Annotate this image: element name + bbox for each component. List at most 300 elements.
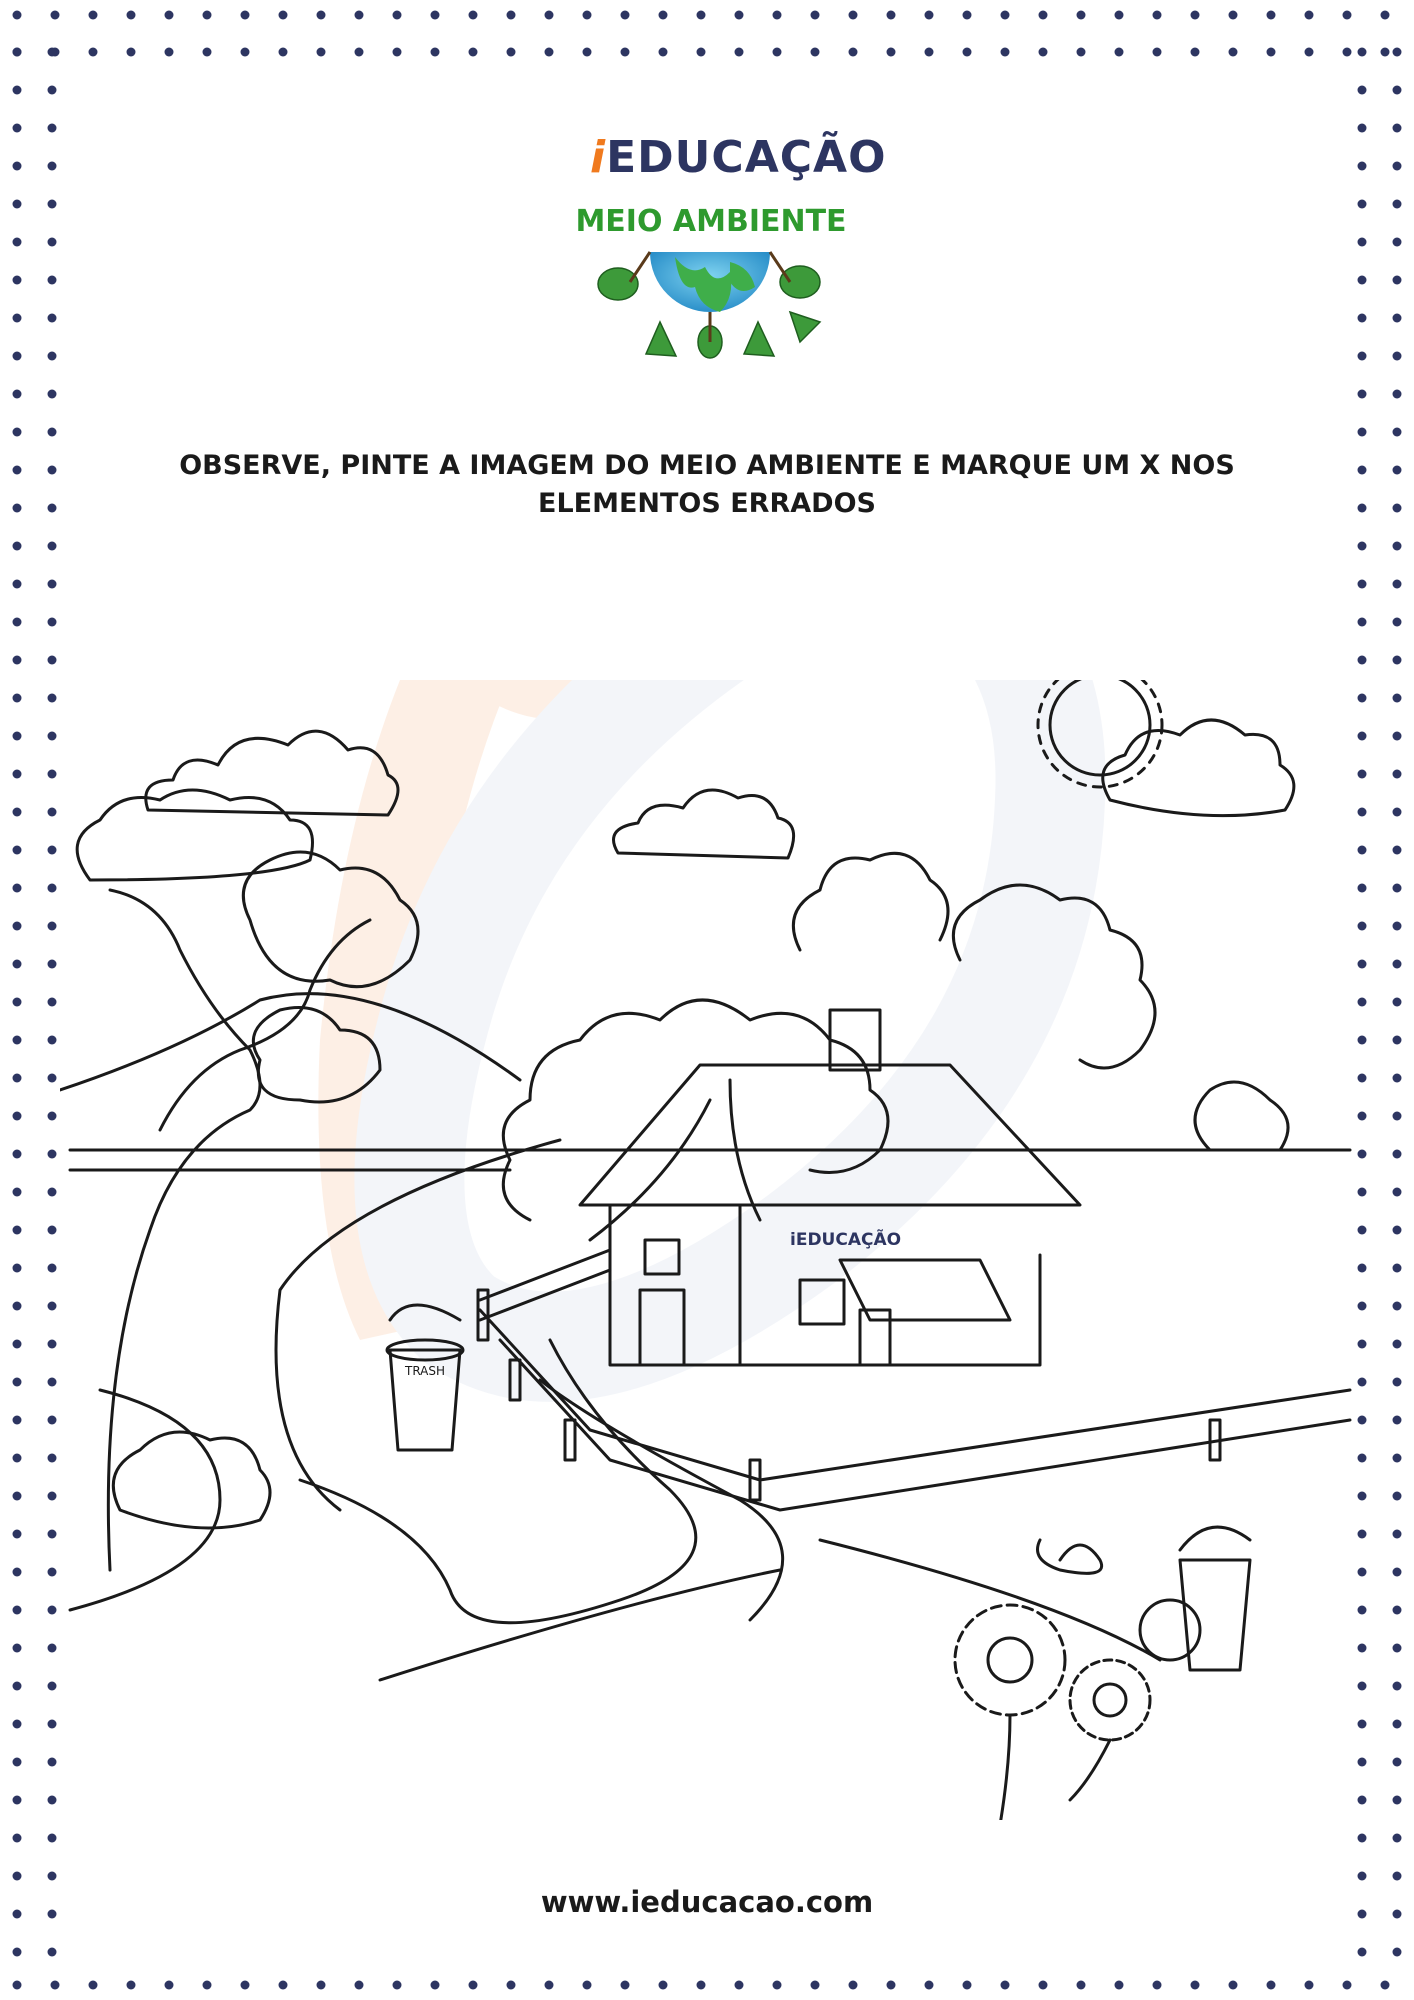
border-dot — [1393, 1416, 1402, 1425]
border-dot — [1393, 276, 1402, 285]
border-dot — [887, 11, 896, 20]
border-dot — [48, 276, 57, 285]
border-dot — [393, 11, 402, 20]
border-dot — [13, 1150, 22, 1159]
border-dot — [1305, 1981, 1314, 1990]
border-dot — [1393, 1796, 1402, 1805]
border-dot — [13, 314, 22, 323]
border-dot — [13, 1606, 22, 1615]
border-dot — [1393, 846, 1402, 855]
border-dot — [241, 48, 250, 57]
border-dot — [13, 1074, 22, 1083]
border-dot — [1358, 276, 1367, 285]
border-dot — [13, 352, 22, 361]
border-dot — [659, 48, 668, 57]
border-dot — [1358, 1872, 1367, 1881]
border-dot — [1358, 390, 1367, 399]
border-dot — [773, 1981, 782, 1990]
border-dot — [13, 276, 22, 285]
border-dot — [48, 1378, 57, 1387]
border-dot — [1358, 124, 1367, 133]
border-dot — [849, 11, 858, 20]
border-dot — [1393, 922, 1402, 931]
border-dot — [1305, 11, 1314, 20]
border-dot — [1115, 11, 1124, 20]
border-dot — [659, 1981, 668, 1990]
border-dot — [317, 1981, 326, 1990]
border-dot — [1393, 1302, 1402, 1311]
border-dot — [13, 11, 22, 20]
border-dot — [1191, 11, 1200, 20]
border-dot — [583, 48, 592, 57]
border-dot — [48, 1226, 57, 1235]
border-dot — [1358, 1948, 1367, 1957]
border-dot — [13, 1720, 22, 1729]
border-dot — [13, 694, 22, 703]
border-dot — [1229, 1981, 1238, 1990]
border-dot — [13, 504, 22, 513]
trash-can-right — [1140, 1527, 1250, 1670]
border-dot — [849, 48, 858, 57]
border-dot — [1393, 1644, 1402, 1653]
border-dot — [1393, 808, 1402, 817]
border-dot — [735, 11, 744, 20]
border-dot — [48, 124, 57, 133]
border-dot — [13, 390, 22, 399]
border-dot — [1393, 1074, 1402, 1083]
border-dot — [48, 1606, 57, 1615]
border-dot — [1393, 504, 1402, 513]
border-dot — [1393, 1606, 1402, 1615]
border-dot — [1358, 48, 1367, 57]
border-dot — [1393, 998, 1402, 1007]
border-dot — [1381, 11, 1390, 20]
border-dot — [279, 48, 288, 57]
border-dot — [963, 1981, 972, 1990]
logo-brand-text: EDUCAÇÃO — [606, 132, 887, 183]
border-dot — [48, 542, 57, 551]
border-dot — [1358, 162, 1367, 171]
border-dot — [13, 428, 22, 437]
border-dot — [925, 1981, 934, 1990]
border-dot — [1393, 1872, 1402, 1881]
border-dot — [849, 1981, 858, 1990]
border-dot — [13, 1981, 22, 1990]
border-dot — [13, 1302, 22, 1311]
border-dot — [1393, 770, 1402, 779]
border-dot — [13, 846, 22, 855]
border-dot — [203, 1981, 212, 1990]
border-dot — [279, 1981, 288, 1990]
border-dot — [1039, 11, 1048, 20]
border-dot — [507, 11, 516, 20]
border-dot — [13, 542, 22, 551]
border-dot — [1393, 656, 1402, 665]
border-dot — [925, 48, 934, 57]
border-dot — [1393, 48, 1402, 57]
border-dot — [1343, 11, 1352, 20]
border-dot — [127, 1981, 136, 1990]
border-dot — [13, 1188, 22, 1197]
border-dot — [48, 48, 57, 57]
border-dot — [48, 1948, 57, 1957]
border-dot — [469, 11, 478, 20]
border-dot — [963, 48, 972, 57]
border-dot — [13, 770, 22, 779]
border-dot — [48, 1492, 57, 1501]
border-dot — [659, 11, 668, 20]
border-dot — [1358, 656, 1367, 665]
logo-i-letter: i — [590, 132, 607, 183]
border-dot — [1393, 1378, 1402, 1387]
border-dot — [621, 1981, 630, 1990]
border-dot — [1393, 314, 1402, 323]
border-dot — [13, 466, 22, 475]
border-dot — [1039, 48, 1048, 57]
border-dot — [13, 1112, 22, 1121]
border-dot — [355, 48, 364, 57]
border-dot — [1393, 1150, 1402, 1159]
border-dot — [13, 1340, 22, 1349]
border-dot — [1393, 1264, 1402, 1273]
border-dot — [469, 48, 478, 57]
border-dot — [773, 11, 782, 20]
border-dot — [1115, 1981, 1124, 1990]
border-dot — [48, 1644, 57, 1653]
border-dot — [1393, 1568, 1402, 1577]
border-dot — [1153, 11, 1162, 20]
border-dot — [13, 1492, 22, 1501]
border-dot — [1153, 48, 1162, 57]
border-dot — [13, 998, 22, 1007]
border-dot — [13, 86, 22, 95]
ieducacao-logo — [560, 132, 887, 372]
border-dot — [1358, 618, 1367, 627]
border-dot — [1393, 1682, 1402, 1691]
border-dot — [393, 48, 402, 57]
border-dot — [13, 200, 22, 209]
border-dot — [1229, 48, 1238, 57]
border-dot — [1393, 1758, 1402, 1767]
border-dot — [48, 694, 57, 703]
cloud-right — [1103, 720, 1294, 816]
instruction-text — [150, 447, 1264, 523]
border-dot — [1381, 1981, 1390, 1990]
cloud-middle — [614, 790, 794, 858]
border-dot — [1358, 86, 1367, 95]
border-dot — [13, 580, 22, 589]
border-dot — [1393, 1188, 1402, 1197]
border-dot — [13, 1758, 22, 1767]
border-dot — [203, 48, 212, 57]
border-dot — [507, 48, 516, 57]
border-dot — [1393, 1834, 1402, 1843]
border-dot — [1393, 694, 1402, 703]
border-dot — [13, 1416, 22, 1425]
globe-with-leaves-icon — [590, 242, 830, 372]
border-dot — [1229, 11, 1238, 20]
border-dot — [127, 48, 136, 57]
border-dot — [1393, 1340, 1402, 1349]
border-dot — [545, 1981, 554, 1990]
border-dot — [317, 48, 326, 57]
border-dot — [48, 314, 57, 323]
border-dot — [1001, 1981, 1010, 1990]
border-dot — [1343, 1981, 1352, 1990]
border-dot — [925, 11, 934, 20]
border-dot — [13, 1796, 22, 1805]
border-dot — [1267, 11, 1276, 20]
border-dot — [1393, 884, 1402, 893]
border-dot — [1393, 124, 1402, 133]
border-dot — [1393, 1226, 1402, 1235]
border-dot — [48, 1454, 57, 1463]
border-dot — [1393, 618, 1402, 627]
border-dot — [48, 390, 57, 399]
border-dot — [48, 1682, 57, 1691]
border-dot — [127, 11, 136, 20]
border-dot — [1393, 732, 1402, 741]
border-dot — [13, 884, 22, 893]
border-dot — [1393, 1112, 1402, 1121]
border-dot — [1358, 200, 1367, 209]
border-dot — [1343, 48, 1352, 57]
border-dot — [48, 466, 57, 475]
coloring-scene — [60, 680, 1360, 1820]
border-dot — [1393, 200, 1402, 209]
border-dot — [89, 11, 98, 20]
border-dot — [1077, 48, 1086, 57]
border-dot — [48, 504, 57, 513]
border-dot — [48, 580, 57, 589]
border-dot — [203, 11, 212, 20]
border-dot — [48, 846, 57, 855]
border-dot — [1393, 1454, 1402, 1463]
border-dot — [48, 1796, 57, 1805]
border-dot — [887, 48, 896, 57]
border-dot — [13, 1264, 22, 1273]
border-dot — [48, 1074, 57, 1083]
border-dot — [13, 124, 22, 133]
border-dot — [1267, 1981, 1276, 1990]
instruction-line-2: ELEMENTOS ERRADOS — [538, 488, 876, 519]
border-dot — [48, 1568, 57, 1577]
border-dot — [1001, 11, 1010, 20]
border-dot — [48, 1264, 57, 1273]
border-dot — [48, 1872, 57, 1881]
border-dot — [13, 732, 22, 741]
border-dot — [13, 162, 22, 171]
border-dot — [48, 960, 57, 969]
border-dot — [317, 11, 326, 20]
border-dot — [1393, 542, 1402, 551]
border-dot — [1393, 1036, 1402, 1045]
border-dot — [51, 11, 60, 20]
flower-large — [955, 1605, 1065, 1820]
border-dot — [13, 1226, 22, 1235]
border-dot — [48, 770, 57, 779]
bush-left — [113, 1432, 270, 1528]
border-dot — [13, 1378, 22, 1387]
border-dot — [13, 238, 22, 247]
border-dot — [393, 1981, 402, 1990]
border-dot — [1381, 48, 1390, 57]
border-dot — [13, 618, 22, 627]
trash-can-label: TRASH — [405, 1364, 446, 1378]
border-dot — [48, 1834, 57, 1843]
border-dot — [89, 1981, 98, 1990]
border-dot — [48, 998, 57, 1007]
border-dot — [355, 11, 364, 20]
border-dot — [1305, 48, 1314, 57]
border-dot — [48, 922, 57, 931]
border-dot — [545, 48, 554, 57]
border-dot — [165, 1981, 174, 1990]
border-dot — [1393, 960, 1402, 969]
border-dot — [279, 11, 288, 20]
border-dot — [887, 1981, 896, 1990]
border-dot — [48, 732, 57, 741]
border-dot — [13, 960, 22, 969]
border-dot — [1393, 428, 1402, 437]
border-dot — [811, 1981, 820, 1990]
border-dot — [48, 1530, 57, 1539]
border-dot — [48, 162, 57, 171]
border-dot — [13, 1682, 22, 1691]
border-dot — [1393, 390, 1402, 399]
border-dot — [621, 11, 630, 20]
border-dot — [48, 1036, 57, 1045]
border-dot — [735, 48, 744, 57]
border-dot — [13, 1948, 22, 1957]
border-dot — [1393, 162, 1402, 171]
footer-url: www.ieducacao.com — [540, 1885, 874, 1919]
border-dot — [48, 1720, 57, 1729]
border-dot — [48, 200, 57, 209]
border-dot — [13, 1036, 22, 1045]
border-dot — [13, 808, 22, 817]
border-dot — [583, 11, 592, 20]
border-dot — [48, 656, 57, 665]
border-dot — [1393, 238, 1402, 247]
border-dot — [469, 1981, 478, 1990]
border-dot — [48, 1416, 57, 1425]
border-dot — [13, 922, 22, 931]
border-dot — [1039, 1981, 1048, 1990]
border-dot — [1267, 48, 1276, 57]
border-dot — [48, 808, 57, 817]
watermark-logo — [318, 680, 1050, 1347]
border-dot — [89, 48, 98, 57]
border-dot — [48, 1112, 57, 1121]
border-dot — [13, 1872, 22, 1881]
border-dot — [1393, 86, 1402, 95]
border-dot — [13, 1644, 22, 1653]
border-dot — [48, 884, 57, 893]
border-dot — [165, 48, 174, 57]
border-dot — [48, 1150, 57, 1159]
border-dot — [355, 1981, 364, 1990]
border-dot — [48, 86, 57, 95]
border-dot — [13, 656, 22, 665]
border-dot — [1358, 352, 1367, 361]
border-dot — [48, 1758, 57, 1767]
border-dot — [431, 11, 440, 20]
border-dot — [811, 11, 820, 20]
border-dot — [507, 1981, 516, 1990]
border-dot — [773, 48, 782, 57]
border-dot — [431, 1981, 440, 1990]
border-dot — [1358, 428, 1367, 437]
border-dot — [13, 1568, 22, 1577]
border-dot — [431, 48, 440, 57]
border-dot — [1393, 1948, 1402, 1957]
border-dot — [13, 1834, 22, 1843]
border-dot — [963, 11, 972, 20]
border-dot — [1358, 466, 1367, 475]
border-dot — [1358, 238, 1367, 247]
border-dot — [1077, 1981, 1086, 1990]
border-dot — [1393, 1492, 1402, 1501]
instruction-line-1: OBSERVE, PINTE A IMAGEM DO MEIO AMBIENTE E MARQUE UM X NOS — [179, 450, 1235, 481]
border-dot — [1393, 352, 1402, 361]
border-dot — [48, 238, 57, 247]
border-dot — [1393, 1530, 1402, 1539]
banana-peel — [1038, 1540, 1102, 1573]
border-dot — [697, 11, 706, 20]
border-dot — [545, 11, 554, 20]
border-dot — [165, 11, 174, 20]
border-dot — [13, 1454, 22, 1463]
border-dot — [583, 1981, 592, 1990]
border-dot — [48, 428, 57, 437]
border-dot — [697, 48, 706, 57]
border-dot — [735, 1981, 744, 1990]
border-dot — [48, 1188, 57, 1197]
border-dot — [1358, 504, 1367, 513]
border-dot — [48, 352, 57, 361]
border-dot — [1358, 314, 1367, 323]
border-dot — [1358, 580, 1367, 589]
border-dot — [1115, 48, 1124, 57]
border-dot — [1393, 580, 1402, 589]
logo-subtitle: MEIO AMBIENTE — [575, 204, 847, 239]
border-dot — [13, 48, 22, 57]
border-dot — [1393, 466, 1402, 475]
border-dot — [1001, 48, 1010, 57]
border-dot — [241, 11, 250, 20]
border-dot — [1153, 1981, 1162, 1990]
border-dot — [1191, 1981, 1200, 1990]
flower-small — [1070, 1660, 1150, 1800]
border-dot — [48, 1302, 57, 1311]
border-dot — [621, 48, 630, 57]
border-dot — [1358, 1834, 1367, 1843]
house-sign: iEDUCAÇÃO — [790, 1230, 902, 1250]
border-dot — [1191, 48, 1200, 57]
border-dot — [48, 618, 57, 627]
border-dot — [1358, 542, 1367, 551]
border-dot — [51, 1981, 60, 1990]
border-dot — [48, 1340, 57, 1349]
border-dot — [241, 1981, 250, 1990]
border-dot — [811, 48, 820, 57]
border-dot — [1393, 1720, 1402, 1729]
logo-title — [590, 132, 887, 183]
border-dot — [13, 1530, 22, 1539]
border-dot — [1077, 11, 1086, 20]
border-dot — [697, 1981, 706, 1990]
